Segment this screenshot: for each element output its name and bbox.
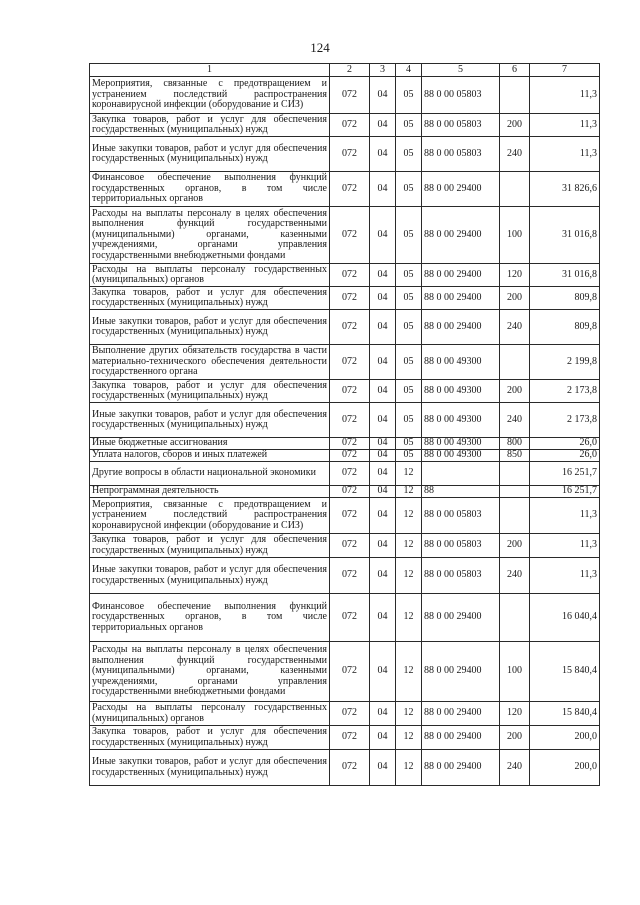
row-vr-cell: 240 — [500, 750, 530, 786]
row-rz-cell: 04 — [370, 642, 396, 702]
table-row — [90, 438, 600, 450]
row-pr-cell: 05 — [396, 77, 422, 114]
row-pr-cell: 05 — [396, 403, 422, 438]
table-row — [90, 345, 600, 380]
table-row — [90, 558, 600, 594]
row-vr-cell: 200 — [500, 380, 530, 403]
row-rz-cell: 04 — [370, 207, 396, 264]
row-name-cell: Иные бюджетные ассигнования — [90, 438, 330, 450]
row-ved-cell: 072 — [330, 726, 370, 750]
row-csr-cell: 88 0 00 05803 — [422, 534, 500, 558]
row-ved-cell: 072 — [330, 594, 370, 642]
row-pr-cell: 12 — [396, 534, 422, 558]
row-pr-cell: 12 — [396, 642, 422, 702]
table-row — [90, 498, 600, 534]
row-name-cell: Финансовое обеспечение выполнения функций государственных органов, в том числе территориальных органов — [90, 172, 330, 207]
row-vr-cell: 120 — [500, 702, 530, 726]
row-ved-cell: 072 — [330, 380, 370, 403]
row-vr-cell: 850 — [500, 450, 530, 462]
row-csr-cell: 88 0 00 49300 — [422, 450, 500, 462]
row-vr-cell — [500, 594, 530, 642]
row-ved-cell: 072 — [330, 137, 370, 172]
row-csr-cell: 88 0 00 49300 — [422, 438, 500, 450]
row-ved-cell: 072 — [330, 172, 370, 207]
row-pr-cell: 05 — [396, 264, 422, 287]
row-rz-cell: 04 — [370, 345, 396, 380]
header-col-1: 1 — [90, 64, 330, 77]
row-ved-cell: 072 — [330, 450, 370, 462]
row-ved-cell: 072 — [330, 264, 370, 287]
row-name-cell: Иные закупки товаров, работ и услуг для обеспечения государственных (муниципальных) нужд — [90, 137, 330, 172]
row-sum-cell: 31 016,8 — [530, 264, 600, 287]
row-rz-cell: 04 — [370, 114, 396, 137]
table-row — [90, 77, 600, 114]
row-vr-cell: 120 — [500, 264, 530, 287]
table-row — [90, 264, 600, 287]
row-csr-cell — [422, 462, 500, 486]
row-sum-cell: 31 826,6 — [530, 172, 600, 207]
row-rz-cell: 04 — [370, 750, 396, 786]
row-rz-cell: 04 — [370, 287, 396, 310]
table-row — [90, 137, 600, 172]
row-vr-cell — [500, 462, 530, 486]
table-row — [90, 403, 600, 438]
row-name-cell: Закупка товаров, работ и услуг для обеспечения государственных (муниципальных) нужд — [90, 534, 330, 558]
row-pr-cell: 12 — [396, 702, 422, 726]
row-vr-cell: 240 — [500, 558, 530, 594]
row-rz-cell: 04 — [370, 594, 396, 642]
row-csr-cell: 88 0 00 05803 — [422, 498, 500, 534]
row-ved-cell: 072 — [330, 750, 370, 786]
page-number: 124 — [310, 40, 330, 55]
row-sum-cell: 809,8 — [530, 310, 600, 345]
row-rz-cell: 04 — [370, 558, 396, 594]
row-vr-cell: 240 — [500, 310, 530, 345]
row-name-cell: Другие вопросы в области национальной экономики — [90, 462, 330, 486]
header-col-5: 5 — [422, 64, 500, 77]
row-ved-cell: 072 — [330, 77, 370, 114]
row-vr-cell: 200 — [500, 114, 530, 137]
row-rz-cell: 04 — [370, 438, 396, 450]
row-pr-cell: 05 — [396, 438, 422, 450]
row-vr-cell: 240 — [500, 403, 530, 438]
row-sum-cell: 11,3 — [530, 498, 600, 534]
row-name-cell: Закупка товаров, работ и услуг для обеспечения государственных (муниципальных) нужд — [90, 726, 330, 750]
table-row — [90, 702, 600, 726]
row-name-cell: Мероприятия, связанные с предотвращением и устранением последствий распространения коронавирусной инфекции (оборудование и СИЗ) — [90, 498, 330, 534]
row-ved-cell: 072 — [330, 702, 370, 726]
row-sum-cell: 11,3 — [530, 137, 600, 172]
row-vr-cell — [500, 172, 530, 207]
row-name-cell: Расходы на выплаты персоналу государственных (муниципальных) органов — [90, 264, 330, 287]
row-pr-cell: 05 — [396, 345, 422, 380]
table-row — [90, 380, 600, 403]
row-name-cell: Иные закупки товаров, работ и услуг для обеспечения государственных (муниципальных) нужд — [90, 310, 330, 345]
row-rz-cell: 04 — [370, 498, 396, 534]
row-pr-cell: 12 — [396, 558, 422, 594]
row-csr-cell: 88 0 00 29400 — [422, 264, 500, 287]
table-row — [90, 534, 600, 558]
row-sum-cell: 16 251,7 — [530, 486, 600, 498]
table-body — [90, 77, 600, 786]
row-rz-cell: 04 — [370, 726, 396, 750]
table-row — [90, 310, 600, 345]
row-sum-cell: 15 840,4 — [530, 702, 600, 726]
row-vr-cell: 200 — [500, 534, 530, 558]
row-name-cell: Иные закупки товаров, работ и услуг для обеспечения государственных (муниципальных) нужд — [90, 558, 330, 594]
row-name-cell: Закупка товаров, работ и услуг для обеспечения государственных (муниципальных) нужд — [90, 287, 330, 310]
row-sum-cell: 11,3 — [530, 534, 600, 558]
row-sum-cell: 16 251,7 — [530, 462, 600, 486]
row-sum-cell: 2 173,8 — [530, 403, 600, 438]
row-name-cell: Расходы на выплаты персоналу в целях обеспечения выполнения функций государственными (муниципальными) органами, казенными учреждениями, органами управления государственными внебюджетными фондами — [90, 207, 330, 264]
table-row — [90, 486, 600, 498]
row-vr-cell — [500, 345, 530, 380]
row-rz-cell: 04 — [370, 403, 396, 438]
row-csr-cell: 88 0 00 49300 — [422, 380, 500, 403]
row-sum-cell: 2 173,8 — [530, 380, 600, 403]
row-vr-cell — [500, 486, 530, 498]
row-csr-cell: 88 0 00 05803 — [422, 137, 500, 172]
header-col-7: 7 — [530, 64, 600, 77]
row-name-cell: Иные закупки товаров, работ и услуг для обеспечения государственных (муниципальных) нужд — [90, 750, 330, 786]
row-name-cell: Закупка товаров, работ и услуг для обеспечения государственных (муниципальных) нужд — [90, 114, 330, 137]
row-pr-cell: 05 — [396, 380, 422, 403]
table-row — [90, 594, 600, 642]
row-csr-cell: 88 0 00 05803 — [422, 114, 500, 137]
row-vr-cell: 240 — [500, 137, 530, 172]
row-sum-cell: 11,3 — [530, 114, 600, 137]
row-ved-cell: 072 — [330, 498, 370, 534]
table-row — [90, 462, 600, 486]
row-csr-cell: 88 0 00 05803 — [422, 558, 500, 594]
row-ved-cell: 072 — [330, 558, 370, 594]
row-pr-cell: 05 — [396, 207, 422, 264]
table-row — [90, 287, 600, 310]
budget-table — [89, 63, 600, 786]
row-rz-cell: 04 — [370, 264, 396, 287]
table-row — [90, 114, 600, 137]
row-csr-cell: 88 0 00 29400 — [422, 750, 500, 786]
row-csr-cell: 88 0 00 29400 — [422, 702, 500, 726]
table-row — [90, 642, 600, 702]
row-csr-cell: 88 0 00 29400 — [422, 207, 500, 264]
row-sum-cell: 11,3 — [530, 77, 600, 114]
row-sum-cell: 2 199,8 — [530, 345, 600, 380]
row-name-cell: Расходы на выплаты персоналу в целях обеспечения выполнения функций государственными (муниципальными) органами, казенными учреждениями, органами управления государственными внебюджетными фондами — [90, 642, 330, 702]
row-vr-cell — [500, 498, 530, 534]
row-name-cell: Уплата налогов, сборов и иных платежей — [90, 450, 330, 462]
row-ved-cell: 072 — [330, 310, 370, 345]
row-sum-cell: 11,3 — [530, 558, 600, 594]
row-rz-cell: 04 — [370, 450, 396, 462]
row-vr-cell: 100 — [500, 207, 530, 264]
row-ved-cell: 072 — [330, 486, 370, 498]
row-ved-cell: 072 — [330, 642, 370, 702]
row-rz-cell: 04 — [370, 534, 396, 558]
row-pr-cell: 05 — [396, 172, 422, 207]
row-name-cell: Закупка товаров, работ и услуг для обеспечения государственных (муниципальных) нужд — [90, 380, 330, 403]
row-ved-cell: 072 — [330, 207, 370, 264]
row-vr-cell: 100 — [500, 642, 530, 702]
table-row — [90, 750, 600, 786]
row-vr-cell: 200 — [500, 726, 530, 750]
row-pr-cell: 12 — [396, 498, 422, 534]
row-sum-cell: 809,8 — [530, 287, 600, 310]
row-sum-cell: 200,0 — [530, 726, 600, 750]
row-pr-cell: 05 — [396, 310, 422, 345]
row-ved-cell: 072 — [330, 534, 370, 558]
table-row — [90, 450, 600, 462]
row-pr-cell: 12 — [396, 594, 422, 642]
row-csr-cell: 88 0 00 29400 — [422, 287, 500, 310]
row-rz-cell: 04 — [370, 310, 396, 345]
header-col-2: 2 — [330, 64, 370, 77]
row-rz-cell: 04 — [370, 486, 396, 498]
row-pr-cell: 05 — [396, 287, 422, 310]
row-csr-cell: 88 0 00 29400 — [422, 726, 500, 750]
row-sum-cell: 15 840,4 — [530, 642, 600, 702]
row-name-cell: Финансовое обеспечение выполнения функций государственных органов, в том числе территориальных органов — [90, 594, 330, 642]
row-vr-cell: 800 — [500, 438, 530, 450]
row-ved-cell: 072 — [330, 462, 370, 486]
row-name-cell: Непрограммная деятельность — [90, 486, 330, 498]
row-csr-cell: 88 0 00 29400 — [422, 594, 500, 642]
row-rz-cell: 04 — [370, 172, 396, 207]
header-col-4: 4 — [396, 64, 422, 77]
row-name-cell: Мероприятия, связанные с предотвращением и устранением последствий распространения коронавирусной инфекции (оборудование и СИЗ) — [90, 77, 330, 114]
row-csr-cell: 88 0 00 05803 — [422, 77, 500, 114]
row-pr-cell: 12 — [396, 462, 422, 486]
row-pr-cell: 05 — [396, 137, 422, 172]
row-ved-cell: 072 — [330, 403, 370, 438]
header-row — [90, 64, 600, 77]
row-pr-cell: 12 — [396, 750, 422, 786]
row-sum-cell: 26,0 — [530, 438, 600, 450]
row-csr-cell: 88 0 00 29400 — [422, 310, 500, 345]
row-pr-cell: 12 — [396, 726, 422, 750]
table-row — [90, 726, 600, 750]
row-ved-cell: 072 — [330, 438, 370, 450]
header-col-6: 6 — [500, 64, 530, 77]
row-sum-cell: 26,0 — [530, 450, 600, 462]
row-rz-cell: 04 — [370, 380, 396, 403]
row-pr-cell: 05 — [396, 114, 422, 137]
row-ved-cell: 072 — [330, 287, 370, 310]
row-sum-cell: 200,0 — [530, 750, 600, 786]
row-ved-cell: 072 — [330, 114, 370, 137]
row-csr-cell: 88 0 00 49300 — [422, 345, 500, 380]
table-row — [90, 172, 600, 207]
row-name-cell: Выполнение других обязательств государства в части материально-технического обеспечения деятельности государственного органа — [90, 345, 330, 380]
row-csr-cell: 88 0 00 29400 — [422, 172, 500, 207]
header-col-3: 3 — [370, 64, 396, 77]
row-vr-cell: 200 — [500, 287, 530, 310]
row-pr-cell: 05 — [396, 450, 422, 462]
table-row — [90, 207, 600, 264]
row-name-cell: Расходы на выплаты персоналу государственных (муниципальных) органов — [90, 702, 330, 726]
row-csr-cell: 88 0 00 49300 — [422, 403, 500, 438]
row-rz-cell: 04 — [370, 77, 396, 114]
row-sum-cell: 16 040,4 — [530, 594, 600, 642]
row-rz-cell: 04 — [370, 137, 396, 172]
row-ved-cell: 072 — [330, 345, 370, 380]
row-pr-cell: 12 — [396, 486, 422, 498]
row-csr-cell: 88 — [422, 486, 500, 498]
row-rz-cell: 04 — [370, 702, 396, 726]
row-name-cell: Иные закупки товаров, работ и услуг для обеспечения государственных (муниципальных) нужд — [90, 403, 330, 438]
row-sum-cell: 31 016,8 — [530, 207, 600, 264]
row-csr-cell: 88 0 00 29400 — [422, 642, 500, 702]
row-rz-cell: 04 — [370, 462, 396, 486]
row-vr-cell — [500, 77, 530, 114]
